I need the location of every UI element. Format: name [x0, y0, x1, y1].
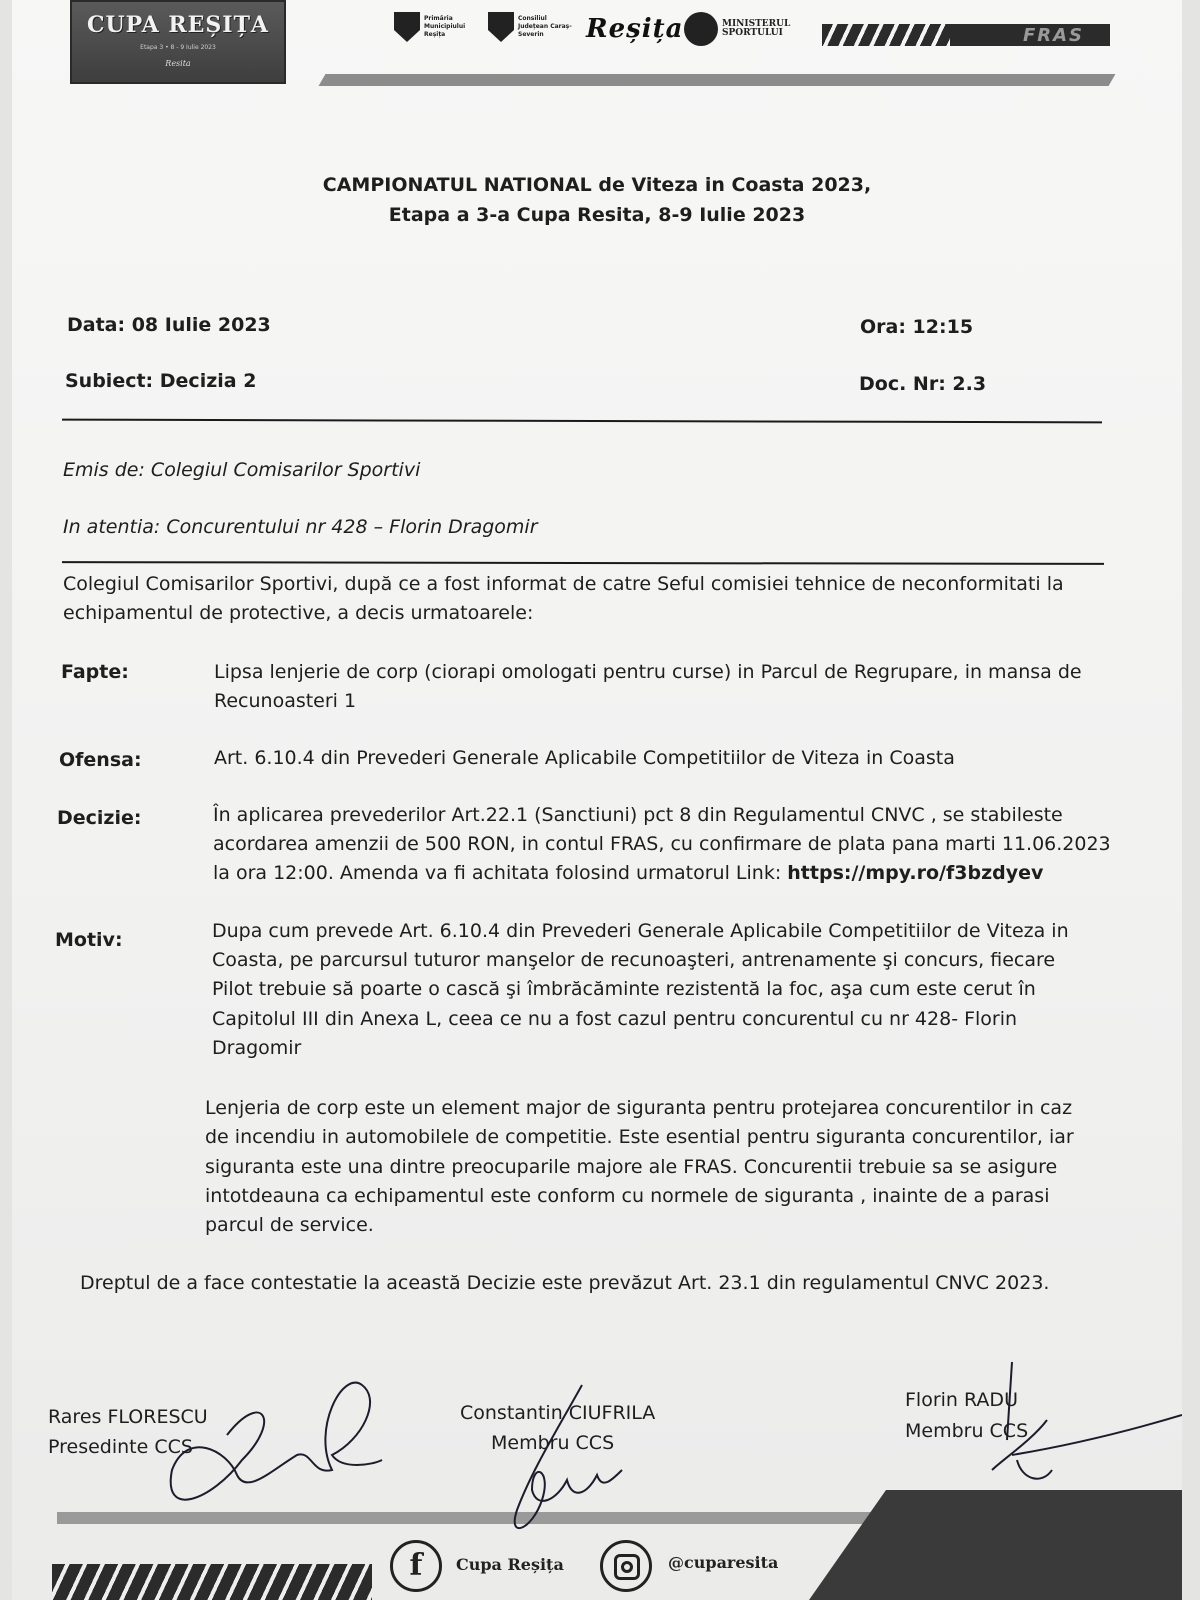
logo-mini: Resita: [165, 59, 191, 68]
reason-p2-line5: parcul de service.: [205, 1214, 374, 1236]
footer-dark-shape: [802, 1490, 1182, 1600]
facts-line2: Recunoasteri 1: [214, 690, 357, 712]
sponsor-minister-text: MINISTERUL SPORTULUI: [722, 19, 791, 38]
decision-line3-text: la ora 12:00. Amenda va fi achitata folosind urmatorul Link:: [213, 862, 788, 884]
reason-p2-line3: siguranta este una dintre preocuparile majore ale FRAS. Concurentii trebuie sa se asigure: [205, 1156, 1058, 1178]
shield-icon: [488, 12, 514, 42]
ministry-emblem-icon: [684, 12, 718, 46]
letterhead: [12, 0, 1182, 90]
fras-logo: FRAS: [1022, 25, 1084, 46]
decision-line3: [213, 858, 1043, 888]
facts-line1: Lipsa lenjerie de corp (ciorapi omologati pentru curse) in Parcul de Regrupare, in mansa de: [214, 661, 1082, 683]
cupa-resita-logo: [70, 0, 286, 84]
coat-of-arms-icon: [394, 12, 420, 42]
reason-line4: Capitolul III din Anexa L, ceea ce nu a fost cazul pentru concurentul cu nr 428- Florin: [212, 1008, 1018, 1030]
appeal-note: Dreptul de a face contestatie la această Decizie este prevăzut Art. 23.1 din regulamentul CNVC 2023.: [80, 1272, 1050, 1294]
divider-1: [62, 419, 1102, 424]
reason-p2-line2: de incendiu in automobilele de competitie. Este esential pentru siguranta concurentilor, iar: [205, 1126, 1074, 1148]
offense-line1: Art. 6.10.4 din Prevederi Generale Aplicabile Competitiilor de Viteza in Coasta: [214, 747, 955, 769]
signatory-2-name: Constantin CIUFRILA: [460, 1402, 656, 1424]
signatory-2-role: Membru CCS: [491, 1432, 615, 1454]
document-page: [12, 0, 1182, 1600]
decision-label: Decizie:: [57, 807, 142, 829]
reason-label: Motiv:: [55, 929, 123, 951]
reason-line3: Pilot trebuie să poarte o cască şi îmbrăcăminte rezistentă la foc, aşa cum este cerut în: [212, 978, 1036, 1000]
signatory-1-role: Presedinte CCS: [48, 1436, 193, 1458]
divider-2: [62, 561, 1104, 565]
sponsor-resita-text: Reșița: [586, 14, 684, 44]
doc-subject: Subiect: Decizia 2: [65, 370, 257, 392]
footer-band: [57, 1512, 887, 1524]
offense-label: Ofensa:: [59, 749, 142, 771]
sponsor-primaria-text: Primăria Municipiului Reșița: [424, 15, 466, 38]
intro-line2: echipamentul de protective, a decis urmatoarele:: [63, 602, 534, 624]
decision-line1: În aplicarea prevederilor Art.22.1 (Sanctiuni) pct 8 din Regulamentul CNVC , se stabileste: [213, 804, 1063, 826]
sponsor-consiliul-text: Consiliul Județean Caraș-Severin: [518, 15, 572, 38]
signatory-3-name: Florin RADU: [905, 1389, 1018, 1411]
reason-line5: Dragomir: [212, 1037, 302, 1059]
intro-line1: Colegiul Comisarilor Sportivi, după ce a fost informat de catre Seful comisiei tehnice de neconformitati la: [63, 573, 1064, 595]
facebook-handle[interactable]: Cupa Reșița: [456, 1555, 564, 1574]
instagram-handle[interactable]: @cuparesita: [668, 1553, 779, 1572]
doc-time: Ora: 12:15: [860, 316, 974, 338]
facts-label: Fapte:: [61, 661, 129, 683]
logo-subtitle: Etapa 3 • 8 - 9 Iulie 2023: [140, 44, 216, 51]
facebook-icon[interactable]: f: [390, 1540, 442, 1592]
reason-line2: Coasta, pe parcursul tuturor manşelor de recunoaşteri, antrenamente şi concurs, fiecare: [212, 949, 1056, 971]
header-stripe: [319, 74, 1116, 86]
addressed-to: In atentia: Concurentului nr 428 – Florin Dragomir: [63, 516, 538, 538]
instagram-icon[interactable]: [600, 1540, 652, 1592]
sponsor-minister: [684, 12, 796, 46]
sponsor-resita: [586, 14, 684, 44]
sponsor-primaria: [394, 12, 478, 42]
sponsor-consiliul: [488, 12, 572, 42]
signature-1: [171, 1383, 382, 1500]
signatory-1-name: Rares FLORESCU: [48, 1406, 208, 1428]
fras-banner: [822, 24, 1110, 46]
signatory-3-role: Membru CCS: [905, 1420, 1029, 1442]
doc-title-line1: CAMPIONATUL NATIONAL de Viteza in Coasta 2023,: [322, 174, 872, 196]
footer-stripes: [52, 1564, 372, 1600]
reason-p2-line1: Lenjeria de corp este un element major de siguranta pentru protejarea concurentilor in caz: [205, 1097, 1073, 1119]
decision-line2: acordarea amenzii de 500 RON, in contul FRAS, cu confirmare de plata pana marti 11.06.2023: [213, 833, 1111, 855]
doc-title-line2: Etapa a 3-a Cupa Resita, 8-9 Iulie 2023: [388, 204, 806, 226]
logo-title: CUPA REȘIȚA: [86, 12, 270, 38]
reason-p2-line4: intotdeauna ca echipamentul este conform cu normele de siguranta , inainte de a parasi: [205, 1185, 1050, 1207]
doc-number: Doc. Nr: 2.3: [859, 373, 987, 395]
issued-by: Emis de: Colegiul Comisarilor Sportivi: [63, 459, 421, 481]
reason-line1: Dupa cum prevede Art. 6.10.4 din Prevederi Generale Aplicabile Competitiilor de Viteza in: [212, 920, 1069, 942]
payment-link[interactable]: https://mpy.ro/f3bzdyev: [787, 862, 1044, 884]
doc-date: Data: 08 Iulie 2023: [67, 314, 271, 336]
